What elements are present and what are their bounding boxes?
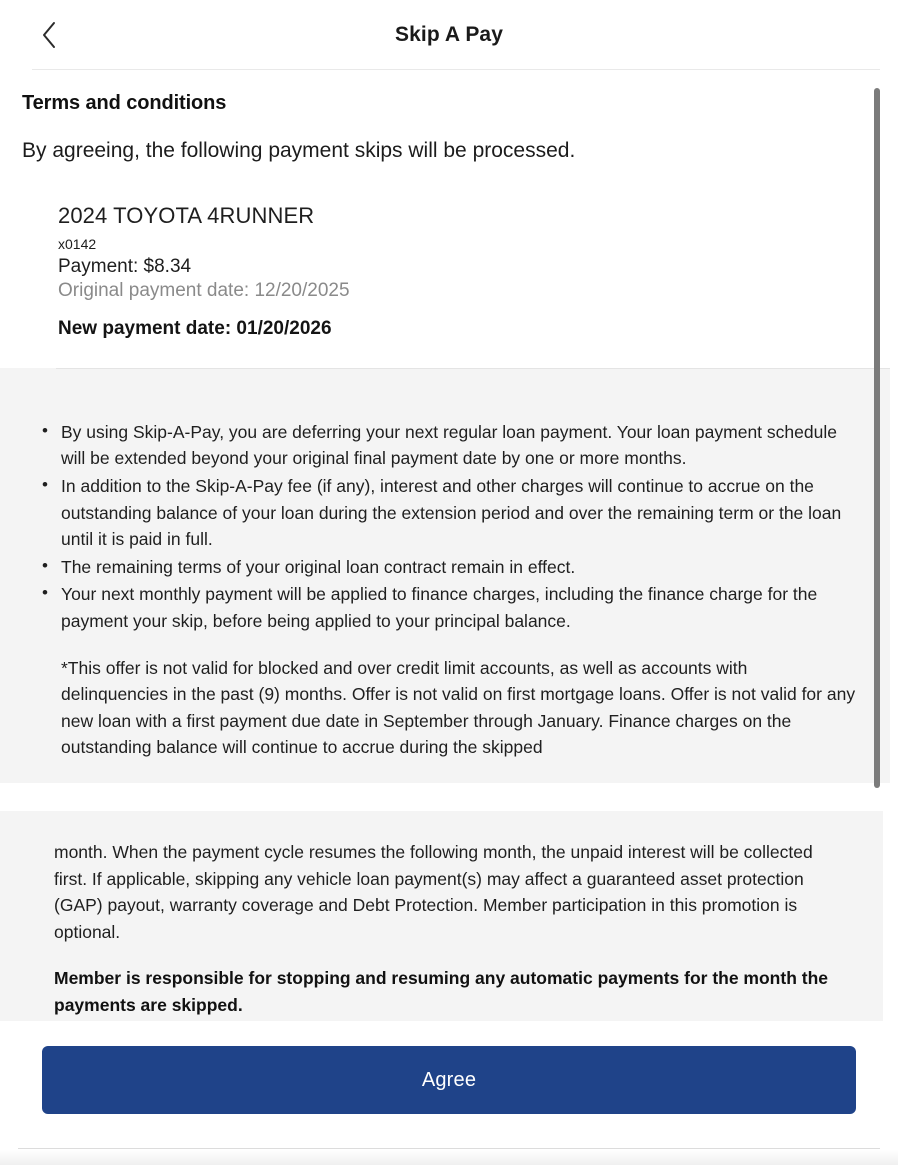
list-item: • The remaining terms of your original loan contract remain in effect.	[34, 554, 856, 581]
terms-responsibility-note: Member is responsible for stopping and resuming any automatic payments for the month the payments are skipped.	[54, 968, 828, 1015]
loan-account-mask: x0142	[58, 235, 97, 252]
terms-disclaimer-part-two: month. When the payment cycle resumes the following month, the unpaid interest will be collected first. If applicable, skipping any vehicle loan payment(s) may affect a guaranteed asset protection (GAP) payout, warranty coverage and Debt Protection. Member participation in this promotion is optional.	[54, 841, 813, 942]
footer-action-bar	[0, 1021, 898, 1165]
back-button[interactable]	[30, 16, 68, 54]
agree-button[interactable]: Agree	[42, 1046, 856, 1114]
footer-divider	[18, 1148, 880, 1149]
scrollbar-thumb[interactable]	[874, 88, 880, 788]
intro-text: By agreeing, the following payment skips will be processed.	[22, 139, 576, 162]
app-header	[0, 0, 898, 70]
loan-new-payment-date: New payment date: 01/20/2026	[58, 318, 332, 340]
list-item: • By using Skip-A-Pay, you are deferring your next regular loan payment. Your loan payment schedule will be extended beyond your original final payment date by one or more months.	[34, 419, 856, 472]
loan-summary-card	[0, 164, 898, 341]
loan-vehicle-name: 2024 TOYOTA 4RUNNER	[58, 203, 315, 229]
footer-shadow	[0, 1150, 898, 1165]
scroll-content	[0, 70, 898, 1091]
terms-section-title: Terms and conditions	[22, 92, 227, 114]
loan-payment-amount: Payment: $8.34	[58, 255, 192, 277]
scrollbar[interactable]	[874, 88, 880, 788]
chevron-left-icon	[40, 20, 58, 50]
terms-disclaimer-part-one: *This offer is not valid for blocked and over credit limit accounts, as well as accounts with delinquencies in the past (9) months. Offer is not valid on first mortgage loans. Offer is not valid for any new loan with a first payment due date in September through January. Finance charges on the outstanding balance will continue to accrue during the skipped	[61, 657, 856, 758]
list-item: • Your next monthly payment will be applied to finance charges, including the finance charge for the payment your skip, before being applied to your principal balance.	[34, 581, 856, 634]
loan-original-payment-date: Original payment date: 12/20/2025	[58, 280, 350, 302]
terms-bullet-list	[34, 419, 856, 635]
terms-panel-primary	[0, 368, 890, 783]
list-item: • In addition to the Skip-A-Pay fee (if any), interest and other charges will continue to accrue on the outstanding balance of your loan during the extension period and over the remaining term or the loan until it is paid in full.	[34, 473, 856, 553]
page-title: Skip A Pay	[395, 23, 503, 46]
